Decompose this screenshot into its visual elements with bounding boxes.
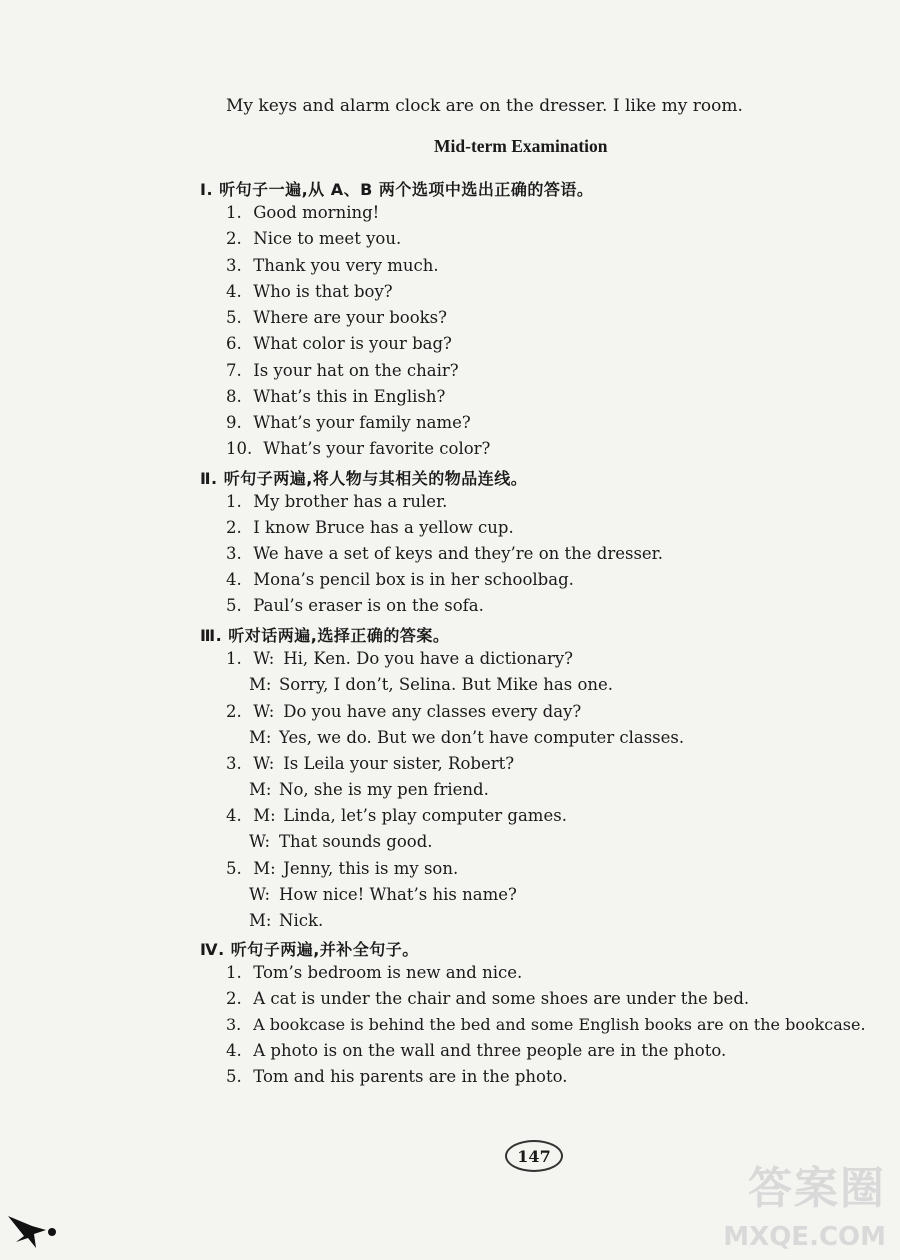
dialogue-line: W: How nice! What’s his name? <box>249 885 517 904</box>
list-item: 1. My brother has a ruler. <box>226 492 448 511</box>
dialogue-line: M: No, she is my pen friend. <box>249 780 489 799</box>
list-item: 1. Tom’s bedroom is new and nice. <box>226 963 523 982</box>
list-item: 3. We have a set of keys and they’re on the dresser. <box>226 544 664 563</box>
section-2-heading: Ⅱ. 听句子两遍,将人物与其相关的物品连线。 <box>200 469 528 488</box>
dialogue-line: M: Yes, we do. But we don’t have computer classes. <box>249 728 685 747</box>
list-item: 4. A photo is on the wall and three people are in the photo. <box>226 1041 727 1060</box>
list-item: 7. Is your hat on the chair? <box>226 361 459 380</box>
list-item: 1. Good morning! <box>226 203 380 222</box>
section-4-heading: Ⅳ. 听句子两遍,并补全句子。 <box>200 940 419 959</box>
list-item: 3. A bookcase is behind the bed and some English books are on the bookcase. <box>226 1015 866 1034</box>
list-item: 6. What color is your bag? <box>226 334 452 353</box>
dialogue-line: M: Sorry, I don’t, Selina. But Mike has one. <box>249 675 614 694</box>
dialogue-line: 4. M: Linda, let’s play computer games. <box>226 806 567 825</box>
dialogue-line: 1. W: Hi, Ken. Do you have a dictionary? <box>226 649 574 668</box>
page-title: Mid-term Examination <box>434 136 608 156</box>
watermark-logo-text: 答案圈 <box>748 1163 886 1214</box>
dialogue-line: M: Nick. <box>249 911 324 930</box>
list-item: 4. Mona’s pencil box is in her schoolbag. <box>226 570 574 589</box>
page-number: 147 <box>505 1140 563 1172</box>
list-item: 2. Nice to meet you. <box>226 229 402 248</box>
section-3-heading: Ⅲ. 听对话两遍,选择正确的答案。 <box>200 626 450 645</box>
list-item: 10. What’s your favorite color? <box>226 439 491 458</box>
dialogue-line: W: That sounds good. <box>249 832 433 851</box>
watermark <box>716 1152 886 1252</box>
dialogue-line: 2. W: Do you have any classes every day? <box>226 702 582 721</box>
ink-blot-icon <box>6 1208 66 1252</box>
intro-line: My keys and alarm clock are on the dresser. I like my room. <box>226 96 743 116</box>
dialogue-line: 3. W: Is Leila your sister, Robert? <box>226 754 515 773</box>
list-item: 2. I know Bruce has a yellow cup. <box>226 518 514 537</box>
section-1-heading: Ⅰ. 听句子一遍,从 A、B 两个选项中选出正确的答语。 <box>200 180 594 199</box>
list-item: 5. Tom and his parents are in the photo. <box>226 1067 568 1086</box>
list-item: 5. Where are your books? <box>226 308 447 327</box>
list-item: 3. Thank you very much. <box>226 256 439 275</box>
watermark-url: MXQE.COM <box>723 1222 886 1252</box>
list-item: 9. What’s your family name? <box>226 413 471 432</box>
list-item: 4. Who is that boy? <box>226 282 393 301</box>
dialogue-line: 5. M: Jenny, this is my son. <box>226 859 459 878</box>
list-item: 5. Paul’s eraser is on the sofa. <box>226 596 484 615</box>
list-item: 2. A cat is under the chair and some shoes are under the bed. <box>226 989 750 1008</box>
list-item: 8. What’s this in English? <box>226 387 446 406</box>
